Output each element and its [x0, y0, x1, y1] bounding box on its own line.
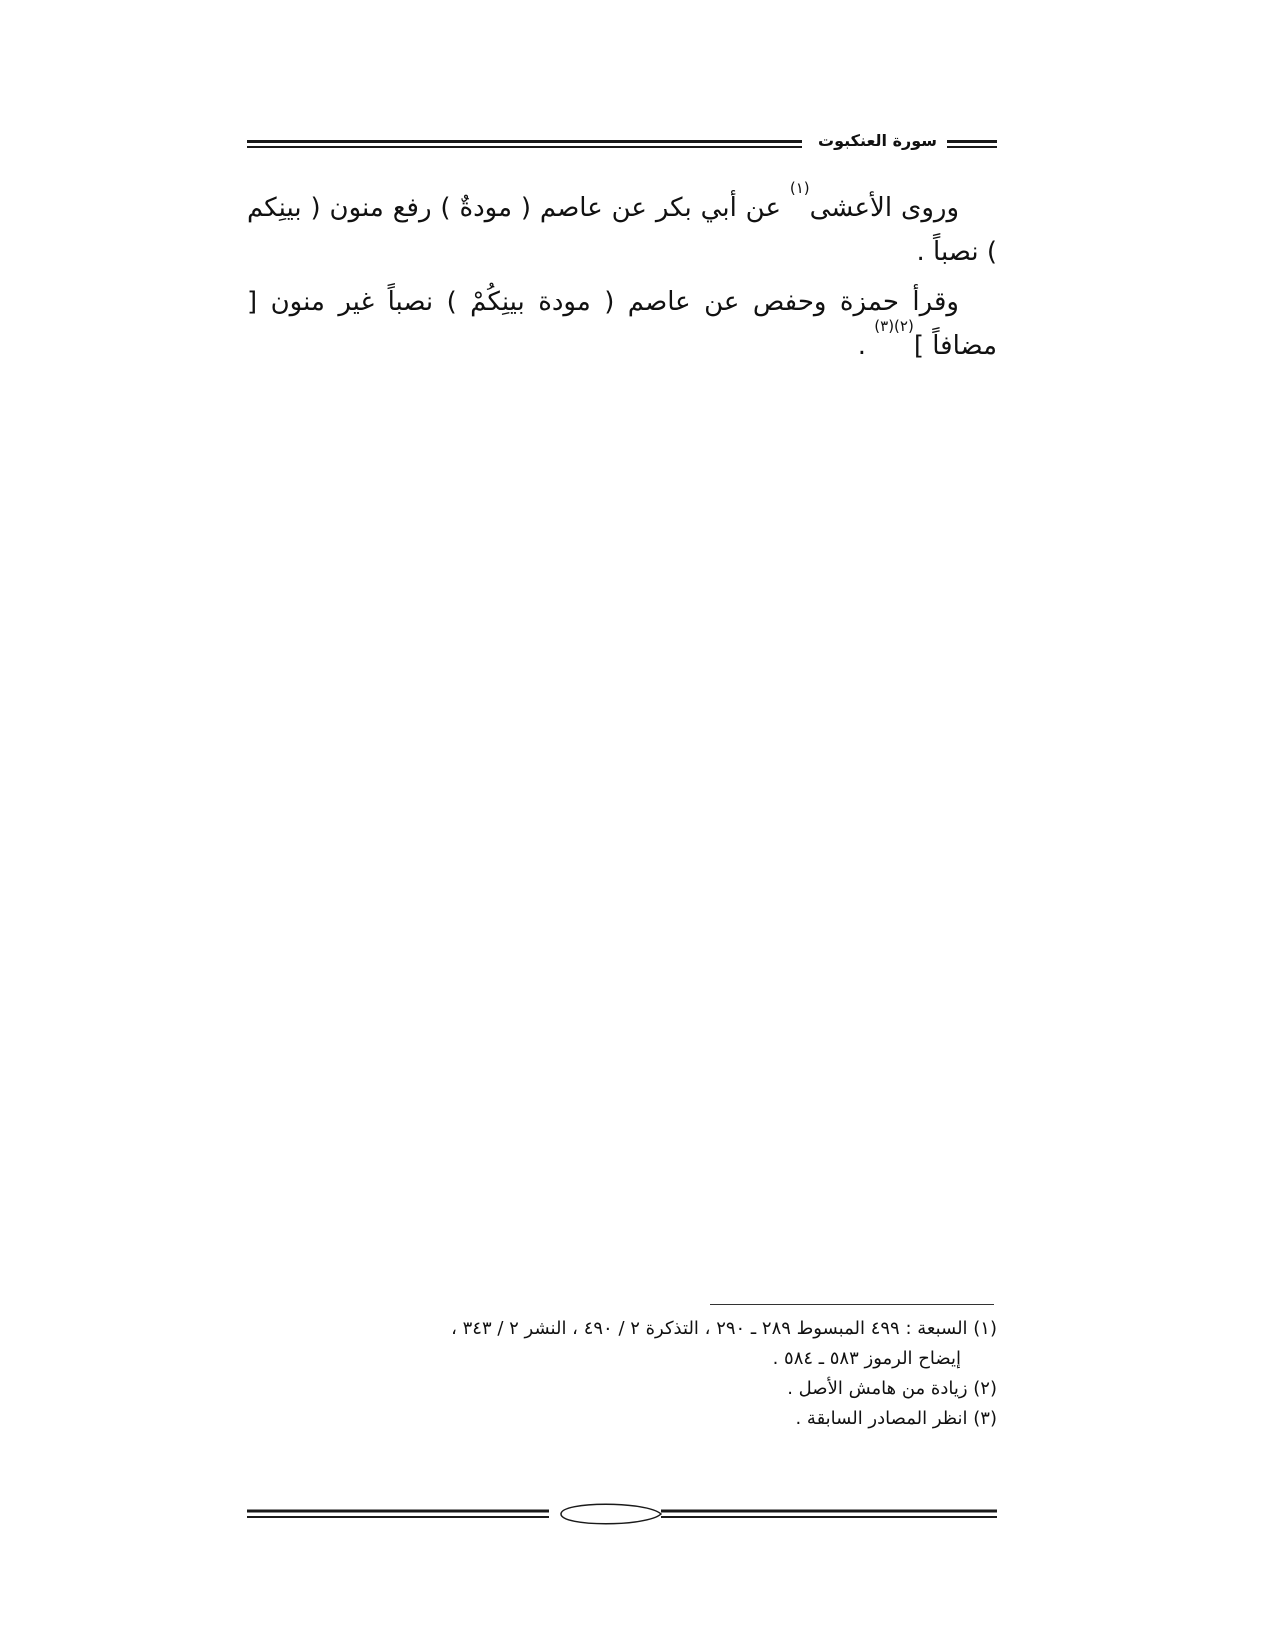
footnotes [247, 1314, 997, 1434]
paragraph-text: عن أبي بكر عن عاصم ( مودةٌ ) رفع منون ( بينِكم ) نصباً . [247, 193, 997, 267]
footnote-3: (٣) انظر المصادر السابقة . [795, 1408, 997, 1429]
paragraph-text: وقرأ حمزة وحفص عن عاصم ( مودة بينِكُمْ ) نصباً غير منون [ مضافاً ] [247, 287, 997, 361]
page-footer-ornament [247, 1496, 997, 1536]
surah-title: سورة العنكبوت [818, 131, 937, 150]
page-header [247, 130, 997, 154]
footnote-ref: (٢)(٣) [874, 317, 914, 335]
header-rule [247, 140, 802, 143]
header-rule [947, 146, 997, 148]
ornament-icon [247, 1496, 997, 1536]
header-rule [247, 146, 802, 148]
paragraph-end: . [857, 331, 875, 361]
footnote-ref: (١) [789, 179, 810, 197]
paragraph-text: وروى الأعشى [809, 193, 959, 223]
footnote-2: (٢) زيادة من هامش الأصل . [787, 1378, 997, 1399]
paragraph-1 [247, 179, 997, 274]
paragraph-2 [247, 280, 997, 368]
footnote-continuation: إيضاح الرموز ٥٨٣ ـ ٥٨٤ . [772, 1348, 961, 1369]
footnote-text: (١) السبعة : ٤٩٩ المبسوط ٢٨٩ ـ ٢٩٠ ، التذكرة ٢ / ٤٩٠ ، النشر ٢ / ٣٤٣ ، [451, 1318, 997, 1339]
footnote-separator [710, 1304, 994, 1305]
footnote-1 [247, 1314, 997, 1374]
main-text [247, 179, 997, 368]
header-rule [947, 140, 997, 143]
